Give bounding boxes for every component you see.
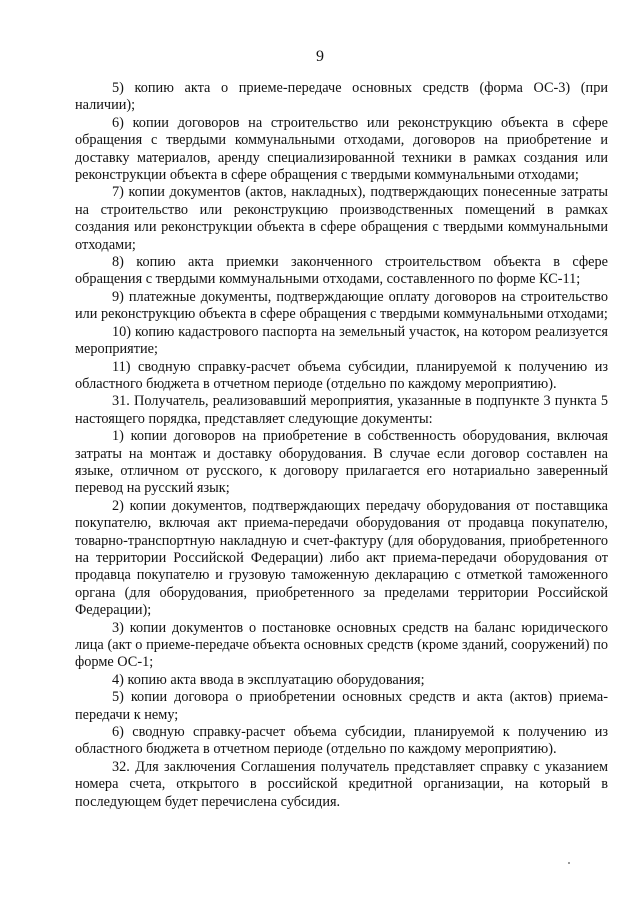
clause-31-item-2: 2) копии документов, подтверждающих передачу оборудования от поставщика покупателю, включая акт приема-передачи оборудования от продавца покупателю, товарно-транспортную накладную и счет-фактуру (для оборудования, приобретенного на территории Российской Федерации) либо акт приема-передачи оборудования от продавца покупателю и грузовую таможенную декларацию с отметкой таможенного органа (для оборудования, приобретенного за пределами территории Российской Федерации); (75, 497, 608, 619)
scan-dot (568, 862, 570, 864)
clause-31: 31. Получатель, реализовавший мероприятия, указанные в подпункте 3 пункта 5 настоящего порядка, представляет следующие документы: (75, 393, 608, 427)
clause-31-item-1: 1) копии договоров на приобретение в собственность оборудования, включая затраты на монтаж и доставку оборудования. В случае если договор составлен на языке, отличном от русского, к договору прилагается его нотариально заверенный перевод на русский язык; (75, 428, 608, 497)
list-item-9-payment-documents: 9) платежные документы, подтверждающие оплату договоров на строительство или реконструкцию объекта в сфере обращения с твердыми коммунальными отходами; (75, 288, 608, 323)
document-body (75, 80, 608, 811)
page-number: 9 (316, 48, 324, 65)
list-item-6-contracts: 6) копии договоров на строительство или реконструкцию объекта в сфере обращения с твердыми коммунальными отходами, договоров на приобретение и доставку материалов, аренду специализированной техники в рамках создания или реконструкции объекта в сфере обращения с твердыми коммунальными отходами; (75, 114, 608, 184)
list-item-5-act-os3: 5) копию акта о приеме-передаче основных средств (форма ОС-3) (при наличии); (75, 80, 608, 114)
list-item-8-act-ks11: 8) копию акта приемки законченного строительством объекта в сфере обращения с твердыми коммунальными отходами, составленного по форме КС-11; (75, 254, 608, 288)
clause-31-item-4: 4) копию акта ввода в эксплуатацию оборудования; (112, 671, 425, 688)
list-item-11-subsidy-calculation: 11) сводную справку-расчет объема субсидии, планируемой к получению из областного бюджета в отчетном периоде (отдельно по каждому мероприятию). (75, 358, 608, 392)
list-item-7-documents: 7) копии документов (актов, накладных), подтверждающих понесенные затраты на строительство или реконструкцию производственных помещений в рамках создания или реконструкции объекта в сфере обращения с твердыми коммунальными отходами; (75, 184, 608, 253)
clause-31-item-6: 6) сводную справку-расчет объема субсидии, планируемой к получению из областного бюджета в отчетном периоде (отдельно по каждому мероприятию). (75, 724, 608, 758)
list-item-10-cadastral-passport: 10) копию кадастрового паспорта на земельный участок, на котором реализуется мероприятие; (75, 323, 608, 358)
clause-32: 32. Для заключения Соглашения получатель представляет справку с указанием номера счета, открытого в российской кредитной организации, на который в последующем будет перечислена субсидия. (75, 758, 608, 810)
clause-31-item-3: 3) копии документов о постановке основных средств на баланс юридического лица (акт о приеме-передаче объекта основных средств (кроме зданий, сооружений) по форме ОС-1; (75, 619, 608, 671)
clause-31-item-5: 5) копии договора о приобретении основных средств и акта (актов) приема-передачи к нему; (75, 689, 608, 723)
